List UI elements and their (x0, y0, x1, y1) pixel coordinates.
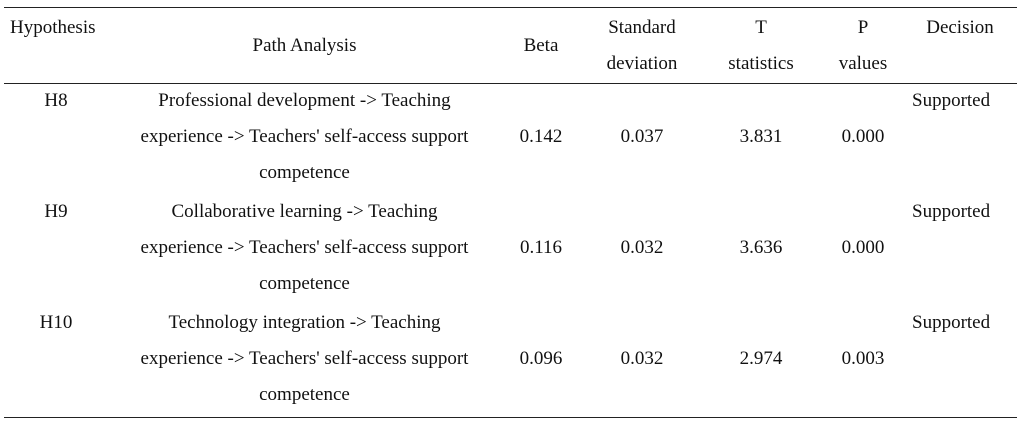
header-t-line1: T (755, 17, 767, 38)
header-hypothesis: Hypothesis (10, 17, 96, 38)
row-beta: 0.116 (519, 237, 563, 258)
row-p-value: 0.000 (841, 126, 885, 147)
row-t-statistics: 2.974 (739, 348, 783, 369)
row-path-line: competence (259, 162, 350, 183)
header-p-values (819, 10, 907, 82)
row-path-line: Collaborative learning -> Teaching (171, 201, 438, 222)
row-p-value: 0.003 (841, 348, 885, 369)
row-path-line: Professional development -> Teaching (158, 90, 451, 111)
table-header (4, 7, 1017, 83)
row-path-line: competence (259, 384, 350, 405)
row-path-analysis (108, 305, 501, 413)
row-path-line: Technology integration -> Teaching (168, 312, 441, 333)
header-beta: Beta (523, 35, 559, 56)
header-standard-deviation (581, 10, 703, 82)
header-sd-line2: deviation (606, 53, 678, 74)
header-sd-line1: Standard (608, 17, 676, 38)
table-row (4, 83, 1017, 194)
row-standard-deviation: 0.032 (620, 348, 664, 369)
row-path-analysis (108, 83, 501, 191)
row-t-statistics: 3.831 (739, 126, 783, 147)
row-path-line: competence (259, 273, 350, 294)
table-row (4, 305, 1017, 416)
header-p-line2: values (838, 53, 888, 74)
header-path-analysis: Path Analysis (252, 35, 357, 56)
header-t-statistics (703, 10, 819, 82)
table-bottom-rule (4, 417, 1017, 418)
row-decision: Supported (912, 90, 991, 111)
row-beta: 0.142 (519, 126, 563, 147)
row-beta: 0.096 (519, 348, 563, 369)
row-standard-deviation: 0.037 (620, 126, 664, 147)
row-p-value: 0.000 (841, 237, 885, 258)
row-hypothesis: H10 (39, 312, 73, 333)
row-decision: Supported (912, 201, 991, 222)
row-path-line: experience -> Teachers' self-access support (140, 237, 469, 258)
row-path-line: experience -> Teachers' self-access support (140, 126, 469, 147)
row-t-statistics: 3.636 (739, 237, 783, 258)
row-hypothesis: H9 (44, 201, 68, 222)
table-row (4, 194, 1017, 305)
header-p-line1: P (857, 17, 869, 38)
row-standard-deviation: 0.032 (620, 237, 664, 258)
row-path-line: experience -> Teachers' self-access support (140, 348, 469, 369)
row-path-analysis (108, 194, 501, 302)
header-t-line2: statistics (728, 53, 794, 74)
row-decision: Supported (912, 312, 991, 333)
row-hypothesis: H8 (44, 90, 68, 111)
header-decision: Decision (926, 17, 994, 38)
